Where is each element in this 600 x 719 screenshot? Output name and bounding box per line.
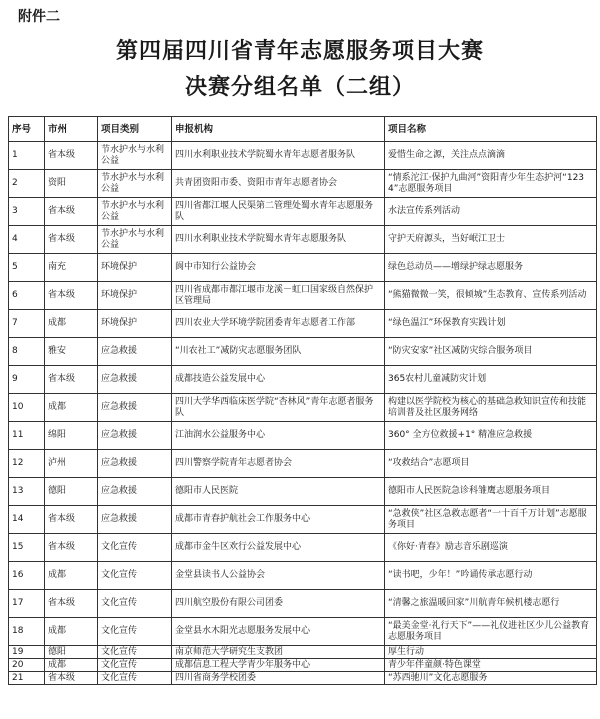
cell-city: 省本级: [45, 672, 98, 685]
group-list-table: [8, 116, 597, 685]
cell-category: 文化宣传: [98, 590, 172, 618]
cell-city: 绵阳: [45, 422, 98, 450]
cell-city: 省本级: [45, 534, 98, 562]
cell-category: 应急救援: [98, 422, 172, 450]
cell-category: 文化宣传: [98, 618, 172, 646]
cell-organization: 南京师范大学研究生支教团: [172, 646, 385, 659]
cell-project-name: 《你好·青春》励志音乐剧巡演: [385, 534, 597, 562]
header-project-name: 项目名称: [385, 117, 597, 142]
cell-number: 19: [9, 646, 45, 659]
cell-category: 应急救援: [98, 506, 172, 534]
table-row: [9, 659, 597, 672]
cell-project-name: 绿色总动员——增绿护绿志愿服务: [385, 254, 597, 282]
cell-project-name: 360° 全方位救援+1° 精准应急救援: [385, 422, 597, 450]
header-category: 项目类别: [98, 117, 172, 142]
cell-city: 成都: [45, 310, 98, 338]
cell-city: 雅安: [45, 338, 98, 366]
header-number: 序号: [9, 117, 45, 142]
cell-organization: 成都信息工程大学青少年服务中心: [172, 659, 385, 672]
table-row: [9, 506, 597, 534]
cell-organization: 金堂县读书人公益协会: [172, 562, 385, 590]
cell-number: 8: [9, 338, 45, 366]
table-row: [9, 226, 597, 254]
cell-city: 省本级: [45, 506, 98, 534]
cell-city: 南充: [45, 254, 98, 282]
cell-city: 德阳: [45, 646, 98, 659]
cell-organization: 成都市青春护航社会工作服务中心: [172, 506, 385, 534]
cell-category: 环境保护: [98, 310, 172, 338]
cell-project-name: 爱惜生命之源，关注点点滴滴: [385, 142, 597, 170]
table-row: [9, 590, 597, 618]
cell-category: 环境保护: [98, 282, 172, 310]
cell-organization: 四川水利职业技术学院蜀水青年志愿者服务队: [172, 142, 385, 170]
table-row: [9, 478, 597, 506]
cell-number: 2: [9, 170, 45, 198]
cell-category: 文化宣传: [98, 562, 172, 590]
table-row: [9, 562, 597, 590]
cell-number: 20: [9, 659, 45, 672]
cell-city: 成都: [45, 659, 98, 672]
cell-city: 省本级: [45, 590, 98, 618]
table-row: [9, 310, 597, 338]
cell-project-name: “绿色温江”环保教育实践计划: [385, 310, 597, 338]
cell-number: 11: [9, 422, 45, 450]
cell-project-name: “清馨之旅温暖回家”川航青年候机楼志愿行: [385, 590, 597, 618]
cell-project-name: “熊猫微微一笑，很倾城”生态教育、宣传系列活动: [385, 282, 597, 310]
cell-category: 节水护水与水利公益: [98, 226, 172, 254]
cell-organization: 金堂县水木阳光志愿服务发展中心: [172, 618, 385, 646]
cell-organization: 成都技造公益发展中心: [172, 366, 385, 394]
table-row: [9, 282, 597, 310]
cell-project-name: “读书吧，少年！”吟诵传承志愿行动: [385, 562, 597, 590]
cell-city: 省本级: [45, 366, 98, 394]
cell-number: 17: [9, 590, 45, 618]
cell-project-name: 水法宣传系列活动: [385, 198, 597, 226]
cell-category: 文化宣传: [98, 646, 172, 659]
attachment-label: 附件二: [18, 9, 60, 25]
cell-number: 16: [9, 562, 45, 590]
cell-number: 4: [9, 226, 45, 254]
cell-number: 7: [9, 310, 45, 338]
cell-city: 省本级: [45, 282, 98, 310]
document-subtitle: 决赛分组名单（二组）: [184, 74, 415, 100]
cell-project-name: “情系沱江·保护九曲河”资阳青少年生态护河“1234”志愿服务项目: [385, 170, 597, 198]
cell-project-name: 构建以医学院校为核心的基础急救知识宣传和技能培训普及社区服务网络: [385, 394, 597, 422]
cell-number: 1: [9, 142, 45, 170]
cell-number: 13: [9, 478, 45, 506]
table-row: [9, 142, 597, 170]
cell-organization: 四川大学华西临床医学院“杏林风”青年志愿者服务队: [172, 394, 385, 422]
cell-city: 德阳: [45, 478, 98, 506]
table-header-row: [9, 117, 597, 142]
cell-project-name: “最美金堂·礼行天下”——礼仪进社区少儿公益教育志愿服务项目: [385, 618, 597, 646]
cell-number: 9: [9, 366, 45, 394]
cell-city: 成都: [45, 394, 98, 422]
cell-organization: 成都市金牛区欢行公益发展中心: [172, 534, 385, 562]
cell-organization: 江油润水公益服务中心: [172, 422, 385, 450]
cell-organization: 四川省都江堰人民渠第二管理处蜀水青年志愿服务队: [172, 198, 385, 226]
cell-organization: 德阳市人民医院: [172, 478, 385, 506]
cell-project-name: 守护天府源头，当好岷江卫士: [385, 226, 597, 254]
cell-number: 6: [9, 282, 45, 310]
cell-category: 文化宣传: [98, 672, 172, 685]
cell-organization: “川农社工”减防灾志愿服务团队: [172, 338, 385, 366]
cell-category: 应急救援: [98, 394, 172, 422]
cell-organization: 四川水利职业技术学院蜀水青年志愿服务队: [172, 226, 385, 254]
table-row: [9, 254, 597, 282]
cell-project-name: 青少年伴童颜·特色课堂: [385, 659, 597, 672]
table-row: [9, 450, 597, 478]
cell-organization: 四川农业大学环境学院团委青年志愿者工作部: [172, 310, 385, 338]
cell-project-name: “防灾安家”社区减防灾综合服务项目: [385, 338, 597, 366]
cell-city: 省本级: [45, 142, 98, 170]
cell-organization: 四川航空股份有限公司团委: [172, 590, 385, 618]
cell-number: 15: [9, 534, 45, 562]
table-row: [9, 366, 597, 394]
cell-project-name: “急救侠”社区急救志愿者“一十百千万计划”志愿服务项目: [385, 506, 597, 534]
cell-number: 14: [9, 506, 45, 534]
cell-category: 应急救援: [98, 366, 172, 394]
cell-organization: 共青团资阳市委、资阳市青年志愿者协会: [172, 170, 385, 198]
cell-category: 节水护水与水利公益: [98, 142, 172, 170]
cell-category: 节水护水与水利公益: [98, 170, 172, 198]
cell-project-name: 德阳市人民医院急诊科雏鹰志愿服务项目: [385, 478, 597, 506]
cell-category: 应急救援: [98, 450, 172, 478]
header-city: 市州: [45, 117, 98, 142]
cell-organization: 四川省商务学校团委: [172, 672, 385, 685]
table-row: [9, 618, 597, 646]
cell-category: 应急救援: [98, 338, 172, 366]
cell-project-name: 厚生行动: [385, 646, 597, 659]
table-row: [9, 170, 597, 198]
cell-category: 应急救援: [98, 478, 172, 506]
cell-city: 成都: [45, 618, 98, 646]
table-row: [9, 394, 597, 422]
cell-category: 环境保护: [98, 254, 172, 282]
cell-project-name: “苏西驰川”文化志愿服务: [385, 672, 597, 685]
table-row: [9, 198, 597, 226]
table-row: [9, 672, 597, 685]
cell-number: 18: [9, 618, 45, 646]
table-row: [9, 338, 597, 366]
cell-project-name: “攻救结合”志愿项目: [385, 450, 597, 478]
cell-city: 成都: [45, 562, 98, 590]
cell-category: 文化宣传: [98, 534, 172, 562]
cell-city: 省本级: [45, 226, 98, 254]
document-title: 第四届四川省青年志愿服务项目大赛: [115, 38, 484, 64]
table-row: [9, 534, 597, 562]
cell-number: 5: [9, 254, 45, 282]
cell-city: 泸州: [45, 450, 98, 478]
cell-number: 12: [9, 450, 45, 478]
cell-city: 资阳: [45, 170, 98, 198]
table-row: [9, 646, 597, 659]
cell-number: 3: [9, 198, 45, 226]
cell-number: 21: [9, 672, 45, 685]
header-organization: 申报机构: [172, 117, 385, 142]
cell-number: 10: [9, 394, 45, 422]
cell-city: 省本级: [45, 198, 98, 226]
cell-organization: 四川省成都市都江堰市龙溪－虹口国家级自然保护区管理局: [172, 282, 385, 310]
table-row: [9, 422, 597, 450]
cell-category: 文化宣传: [98, 659, 172, 672]
cell-project-name: 365农村儿童减防灾计划: [385, 366, 597, 394]
cell-organization: 阆中市知行公益协会: [172, 254, 385, 282]
cell-category: 节水护水与水利公益: [98, 198, 172, 226]
cell-organization: 四川警察学院青年志愿者协会: [172, 450, 385, 478]
